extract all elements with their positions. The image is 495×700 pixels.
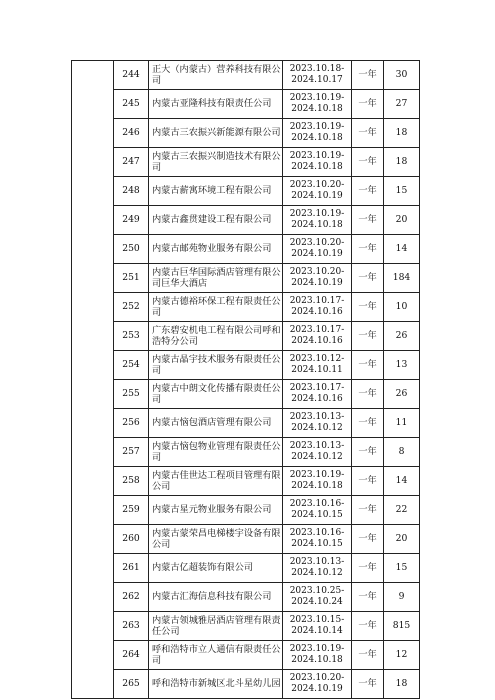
row-number: 244	[114, 61, 149, 90]
blank-cell	[72, 583, 114, 612]
term: 一年	[352, 264, 384, 293]
row-number: 251	[114, 264, 149, 293]
period-end: 2024.10.14	[291, 626, 343, 636]
table-row	[72, 583, 420, 612]
blank-cell	[72, 409, 114, 438]
validity-period	[283, 61, 352, 90]
company-name: 内蒙古亚隆科技有限责任公司	[149, 90, 283, 119]
validity-period	[283, 264, 352, 293]
validity-period	[283, 177, 352, 206]
validity-period	[283, 119, 352, 148]
count: 26	[384, 322, 420, 351]
term: 一年	[352, 380, 384, 409]
table-row	[72, 293, 420, 322]
period-end: 2024.10.19	[291, 191, 343, 201]
count: 815	[384, 612, 420, 641]
count: 30	[384, 61, 420, 90]
table-row	[72, 322, 420, 351]
period-end: 2024.10.15	[291, 510, 343, 520]
period-start: 2023.10.13-	[289, 411, 345, 422]
count: 11	[384, 409, 420, 438]
blank-cell	[72, 554, 114, 583]
period-start: 2023.10.18-	[289, 63, 345, 74]
period-start: 2023.10.16-	[289, 527, 345, 538]
table-row	[72, 148, 420, 177]
table-row	[72, 235, 420, 264]
period-start: 2023.10.20-	[289, 266, 345, 277]
count: 12	[384, 641, 420, 670]
blank-cell	[72, 90, 114, 119]
company-name: 内蒙古巨华国际酒店管理有限公司巨华大酒店	[149, 264, 283, 293]
table-row	[72, 61, 420, 90]
period-end: 2024.10.18	[291, 481, 343, 491]
blank-cell	[72, 380, 114, 409]
table-row	[72, 612, 420, 641]
period-start: 2023.10.20-	[289, 237, 345, 248]
term: 一年	[352, 467, 384, 496]
row-number: 252	[114, 293, 149, 322]
company-name: 内蒙古晶宇技术服务有限责任公司	[149, 351, 283, 380]
period-end: 2024.10.16	[291, 336, 343, 346]
company-name: 内蒙古蒙荣昌电梯楼宇设备有限公司	[149, 525, 283, 554]
count: 20	[384, 525, 420, 554]
table-row	[72, 670, 420, 699]
company-name: 呼和浩特市新城区北斗星幼儿园	[149, 670, 283, 699]
company-name: 正大（内蒙古）营养科技有限公司	[149, 61, 283, 90]
period-end: 2024.10.12	[291, 568, 343, 578]
company-name: 内蒙古星元物业服务有限公司	[149, 496, 283, 525]
period-end: 2024.10.18	[291, 162, 343, 172]
company-name: 内蒙古薪寓环境工程有限公司	[149, 177, 283, 206]
table-row	[72, 90, 420, 119]
validity-period	[283, 206, 352, 235]
count: 22	[384, 496, 420, 525]
count: 18	[384, 119, 420, 148]
count: 14	[384, 235, 420, 264]
period-start: 2023.10.13-	[289, 440, 345, 451]
period-start: 2023.10.13-	[289, 556, 345, 567]
count: 15	[384, 177, 420, 206]
period-end: 2024.10.24	[291, 597, 343, 607]
blank-cell	[72, 525, 114, 554]
term: 一年	[352, 351, 384, 380]
row-number: 249	[114, 206, 149, 235]
blank-cell	[72, 119, 114, 148]
document-page	[71, 60, 419, 699]
term: 一年	[352, 119, 384, 148]
blank-cell	[72, 264, 114, 293]
term: 一年	[352, 409, 384, 438]
period-end: 2024.10.15	[291, 539, 343, 549]
validity-period	[283, 641, 352, 670]
count: 26	[384, 380, 420, 409]
table-row	[72, 351, 420, 380]
table-row	[72, 554, 420, 583]
company-name: 内蒙古汇海信息科技有限公司	[149, 583, 283, 612]
validity-period	[283, 380, 352, 409]
blank-cell	[72, 351, 114, 380]
term: 一年	[352, 61, 384, 90]
enterprise-table	[71, 60, 420, 699]
validity-period	[283, 612, 352, 641]
blank-cell	[72, 641, 114, 670]
period-end: 2024.10.17	[291, 75, 343, 85]
company-name: 内蒙古恼包酒店管理有限公司	[149, 409, 283, 438]
validity-period	[283, 148, 352, 177]
table-row	[72, 409, 420, 438]
period-end: 2024.10.18	[291, 655, 343, 665]
validity-period	[283, 467, 352, 496]
validity-period	[283, 670, 352, 699]
blank-cell	[72, 293, 114, 322]
count: 18	[384, 148, 420, 177]
count: 13	[384, 351, 420, 380]
row-number: 258	[114, 467, 149, 496]
company-name: 呼和浩特市立人通信有限责任公司	[149, 641, 283, 670]
period-start: 2023.10.20-	[289, 672, 345, 683]
count: 27	[384, 90, 420, 119]
row-number: 247	[114, 148, 149, 177]
term: 一年	[352, 612, 384, 641]
company-name: 广东碧安机电工程有限公司呼和浩特分公司	[149, 322, 283, 351]
table-body	[72, 61, 420, 699]
period-start: 2023.10.12-	[289, 353, 345, 364]
period-end: 2024.10.18	[291, 133, 343, 143]
blank-cell	[72, 496, 114, 525]
blank-cell	[72, 177, 114, 206]
validity-period	[283, 438, 352, 467]
count: 15	[384, 554, 420, 583]
period-end: 2024.10.19	[291, 278, 343, 288]
term: 一年	[352, 90, 384, 119]
row-number: 262	[114, 583, 149, 612]
row-number: 253	[114, 322, 149, 351]
term: 一年	[352, 438, 384, 467]
row-number: 250	[114, 235, 149, 264]
period-end: 2024.10.12	[291, 423, 343, 433]
row-number: 257	[114, 438, 149, 467]
period-start: 2023.10.25-	[289, 585, 345, 596]
period-start: 2023.10.15-	[289, 614, 345, 625]
company-name: 内蒙古领城雅居酒店管理有限责任公司	[149, 612, 283, 641]
period-start: 2023.10.19-	[289, 208, 345, 219]
table-row	[72, 641, 420, 670]
blank-cell	[72, 467, 114, 496]
period-start: 2023.10.16-	[289, 498, 345, 509]
table-row	[72, 438, 420, 467]
table-row	[72, 119, 420, 148]
table-row	[72, 177, 420, 206]
blank-cell	[72, 322, 114, 351]
blank-cell	[72, 438, 114, 467]
count: 184	[384, 264, 420, 293]
period-start: 2023.10.20-	[289, 179, 345, 190]
period-start: 2023.10.17-	[289, 295, 345, 306]
company-name: 内蒙古中朗文化传播有限责任公司	[149, 380, 283, 409]
blank-cell	[72, 148, 114, 177]
count: 10	[384, 293, 420, 322]
period-end: 2024.10.16	[291, 307, 343, 317]
term: 一年	[352, 496, 384, 525]
term: 一年	[352, 525, 384, 554]
period-start: 2023.10.19-	[289, 643, 345, 654]
term: 一年	[352, 670, 384, 699]
row-number: 260	[114, 525, 149, 554]
validity-period	[283, 554, 352, 583]
validity-period	[283, 235, 352, 264]
validity-period	[283, 525, 352, 554]
validity-period	[283, 90, 352, 119]
row-number: 254	[114, 351, 149, 380]
term: 一年	[352, 583, 384, 612]
company-name: 内蒙古三农振兴新能源有限公司	[149, 119, 283, 148]
validity-period	[283, 583, 352, 612]
period-start: 2023.10.19-	[289, 121, 345, 132]
validity-period	[283, 322, 352, 351]
term: 一年	[352, 148, 384, 177]
period-start: 2023.10.19-	[289, 150, 345, 161]
count: 8	[384, 438, 420, 467]
row-number: 259	[114, 496, 149, 525]
term: 一年	[352, 177, 384, 206]
row-number: 263	[114, 612, 149, 641]
period-end: 2024.10.19	[291, 684, 343, 694]
period-end: 2024.10.18	[291, 220, 343, 230]
count: 18	[384, 670, 420, 699]
count: 20	[384, 206, 420, 235]
row-number: 248	[114, 177, 149, 206]
table-row	[72, 206, 420, 235]
blank-cell	[72, 61, 114, 90]
period-start: 2023.10.17-	[289, 324, 345, 335]
blank-cell	[72, 235, 114, 264]
period-end: 2024.10.18	[291, 104, 343, 114]
blank-cell	[72, 612, 114, 641]
count: 9	[384, 583, 420, 612]
table-row	[72, 264, 420, 293]
blank-cell	[72, 670, 114, 699]
term: 一年	[352, 235, 384, 264]
table-row	[72, 467, 420, 496]
company-name: 内蒙古恼包物业管理有限责任公司	[149, 438, 283, 467]
table-row	[72, 380, 420, 409]
company-name: 内蒙古德裕环保工程有限责任公司	[149, 293, 283, 322]
term: 一年	[352, 293, 384, 322]
period-end: 2024.10.11	[291, 365, 343, 375]
period-end: 2024.10.16	[291, 394, 343, 404]
company-name: 内蒙古鑫贯建设工程有限公司	[149, 206, 283, 235]
period-start: 2023.10.17-	[289, 382, 345, 393]
row-number: 264	[114, 641, 149, 670]
company-name: 内蒙古三农振兴制造技术有限公司	[149, 148, 283, 177]
term: 一年	[352, 554, 384, 583]
table-row	[72, 496, 420, 525]
row-number: 256	[114, 409, 149, 438]
company-name: 内蒙古佳世达工程项目管理有限公司	[149, 467, 283, 496]
period-end: 2024.10.12	[291, 452, 343, 462]
company-name: 内蒙古亿超装饰有限公司	[149, 554, 283, 583]
term: 一年	[352, 322, 384, 351]
validity-period	[283, 496, 352, 525]
blank-cell	[72, 206, 114, 235]
row-number: 245	[114, 90, 149, 119]
term: 一年	[352, 206, 384, 235]
row-number: 246	[114, 119, 149, 148]
table-row	[72, 525, 420, 554]
row-number: 265	[114, 670, 149, 699]
validity-period	[283, 351, 352, 380]
period-start: 2023.10.19-	[289, 469, 345, 480]
period-start: 2023.10.19-	[289, 92, 345, 103]
row-number: 255	[114, 380, 149, 409]
count: 14	[384, 467, 420, 496]
term: 一年	[352, 641, 384, 670]
period-end: 2024.10.19	[291, 249, 343, 259]
row-number: 261	[114, 554, 149, 583]
validity-period	[283, 409, 352, 438]
validity-period	[283, 293, 352, 322]
company-name: 内蒙古邮苑物业服务有限公司	[149, 235, 283, 264]
